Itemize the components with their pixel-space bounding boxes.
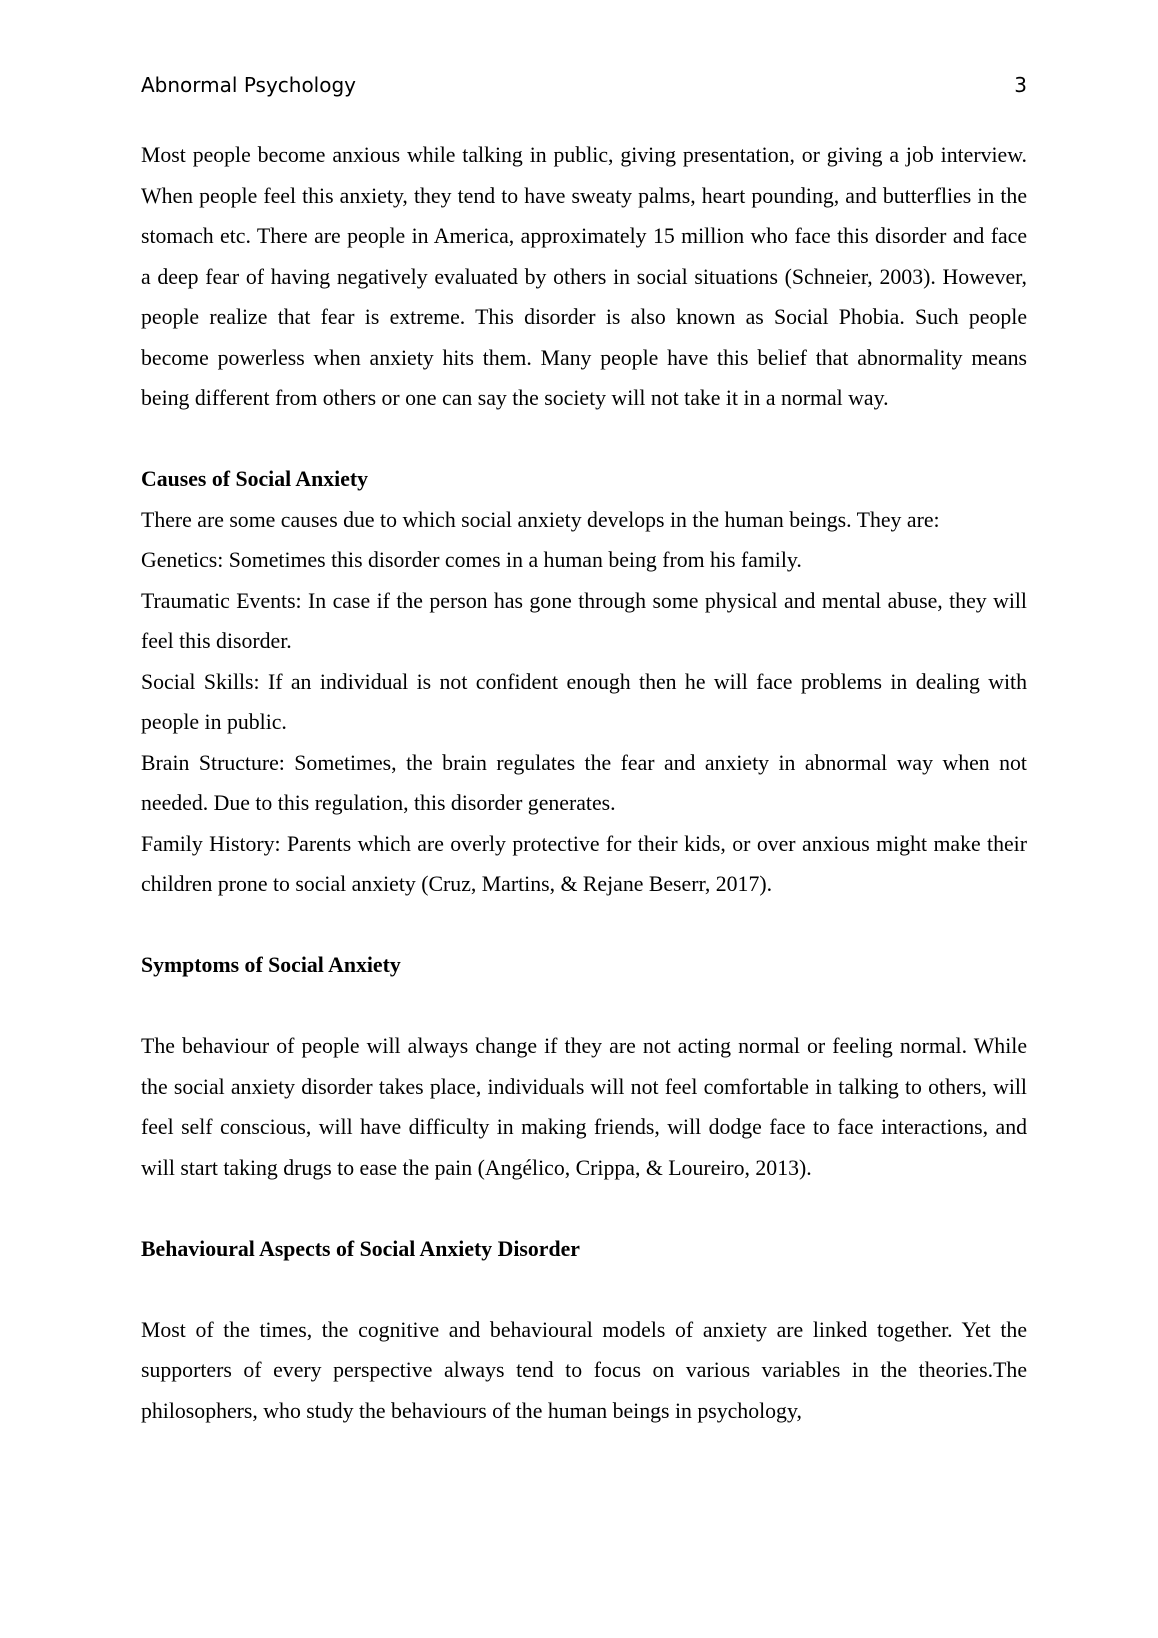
cause-family-history: Family History: Parents which are overly protective for their kids, or over anxious might make their children prone to social anxiety (Cruz, Martins, & Rejane Beserr, 2017). [141,831,1027,896]
causes-intro: There are some causes due to which social anxiety develops in the human beings. They are: [141,507,940,532]
page-number: 3 [1014,73,1027,97]
cause-brain-structure: Brain Structure: Sometimes, the brain regulates the fear and anxiety in abnormal way when not needed. Due to this regulation, this disorder generates. [141,750,1027,815]
spacer [141,1269,1027,1310]
behavioural-paragraph: Most of the times, the cognitive and behavioural models of anxiety are linked together. Yet the supporters of every perspective always tend to focus on various variables in the theories.The philosophers, who study the behaviours of the human beings in psychology, [141,1317,1027,1423]
cause-social-skills: Social Skills: If an individual is not confident enough then he will face problems in dealing with people in public. [141,669,1027,734]
intro-paragraph: Most people become anxious while talking in public, giving presentation, or giving a job interview. When people feel this anxiety, they tend to have sweaty palms, heart pounding, and butterflies in the stomach etc. There are people in America, approximately 15 million who face this disorder and face a deep fear of having negatively evaluated by others in social situations (Schneier, 2003). However, people realize that fear is extreme. This disorder is also known as Social Phobia. Such people become powerless when anxiety hits them. Many people have this belief that abnormality means being different from others or one can say the society will not take it in a normal way. [141,143,1027,410]
running-head: Abnormal Psychology [141,73,357,97]
spacer [141,905,1027,946]
cause-traumatic-events: Traumatic Events: In case if the person has gone through some physical and mental abuse, they will feel this disorder. [141,588,1027,653]
spacer [141,1188,1027,1229]
behavioural-heading: Behavioural Aspects of Social Anxiety Disorder [141,1236,580,1261]
document-body [141,135,1027,1431]
page-header [141,70,1027,100]
symptoms-heading: Symptoms of Social Anxiety [141,953,401,977]
spacer [141,419,1027,460]
spacer [141,986,1027,1027]
causes-heading: Causes of Social Anxiety [141,467,369,491]
symptoms-paragraph: The behaviour of people will always change if they are not acting normal or feeling normal. While the social anxiety disorder takes place, individuals will not feel comfortable in talking to others, will feel self conscious, will have difficulty in making friends, will dodge face to face interactions, and will start taking drugs to ease the pain (Angélico, Crippa, & Loureiro, 2013). [141,1034,1027,1180]
cause-genetics: Genetics: Sometimes this disorder comes in a human being from his family. [141,548,802,572]
